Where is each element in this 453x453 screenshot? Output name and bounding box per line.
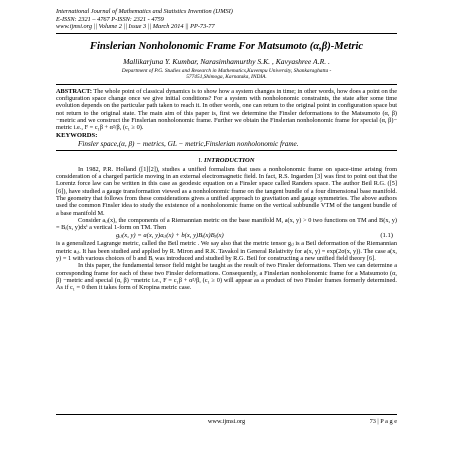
journal-name: International Journal of Mathematics and Statistics Invention (IJMSI) bbox=[56, 8, 233, 15]
abstract-label: ABSTRACT: bbox=[56, 87, 92, 95]
intro-paragraph-1: In 1982, P.R. Holland ([1][2]), studies a unified formalism that uses a nonholonomic frame on space-time arising from consideration of a charged particle moving in an external electromagnetic field. In fact, R.S. Ingarden [3] was first to point out that the Lorentz force law can be written in this case as geodesic equation on a Finsler space called Randers space. The author Beil R.G. ([5][6]), have studied a gauge transformation viewed as a nonholonomic frame on the tangent bundle of a four dimensional base manifold. The geometry that follows from these considerations gives a unified approach to gravitation and gauge symmetries. The above authors used the common Finsler idea to study the existence of a nonholonomic frame on the vertical subbundle VTM of the tangent bundle of a base manifold M. bbox=[56, 165, 397, 217]
section-number: I. bbox=[198, 156, 203, 164]
abstract-box bbox=[56, 84, 397, 151]
keywords-label: KEYWORDS: bbox=[56, 131, 98, 139]
journal-issn: E-ISSN: 2321 – 4767 P-ISSN: 2321 - 4759 bbox=[56, 15, 164, 23]
intro-paragraph-3: is a generalized Lagrange metric, called the Beil metric . We say also that the metric tensor gᵢⱼ is a Beil deformation of the Riemannian metric aᵢⱼ. It has been studied and applied by R. Miron and R.K. Tavakol in General Relativity for a(x, y) = exp(2σ(x, y)). The case a(x, y) = 1 with various choices of b and Bᵢ was introduced and studied by R.G. Beil for constructing a new unified field theory [6]. bbox=[56, 240, 397, 262]
journal-header bbox=[56, 8, 397, 31]
section-title: INTRODUCTION bbox=[203, 156, 255, 164]
equation-text: gᵢⱼ(x, y) = a(x, y)aᵢⱼ(x) + b(x, y)Bᵢ(x)Bⱼ(x) bbox=[116, 231, 224, 239]
intro-paragraph-2: Consider aᵢⱼ(x), the components of a Riemannian metric on the base manifold M, a(x, y) > 0 two functions on TM and B(x, y) = Bᵢ(x, y)dxⁱ a vertical 1-form on TM. Then bbox=[56, 217, 397, 232]
footer-url[interactable]: www.ijmsi.org bbox=[207, 418, 246, 425]
page-footer bbox=[56, 414, 397, 426]
affiliation-line-1: Department of P.G. Studies and Research in Mathematics,Kuvempu University, Shankaraghatta - bbox=[121, 67, 332, 74]
paper-authors: Mallikarjuna Y. Kumbar, Narasimhamurthy S.K. , Kavyashree A.R. . bbox=[123, 56, 330, 66]
equation-number: (1.1) bbox=[380, 231, 393, 239]
footer-page-number: 73 | P a g e bbox=[369, 418, 397, 425]
intro-paragraph-4: In this paper, the fundamental tensor field might be taught as the result of two Finsler deformations. Then we can determine a corresponding frame for each of these two Finsler deformations. Consequently, a Finslerian nonholonomic frame for a Matsumoto (α, β) −metric and special (α, β) −metric i.e., F = c₁β + α²/β, (c₁ ≥ 0) will appear as a product of two Finsler frames formerly determined. As if c₁ = 0 then it takes form of Kropina metric case. bbox=[56, 262, 397, 292]
section-heading bbox=[56, 157, 397, 165]
affiliation-line-2: 577451,Shimoga, Karnataka, INDIA. bbox=[186, 74, 267, 81]
header-rule bbox=[56, 33, 397, 34]
paper-affiliation bbox=[56, 68, 397, 81]
abstract-text: The whole point of classical dynamics is to show how a system changes in time; in other words, how does a point on the configuration space change once we give initial conditions? For a system with nonholonomic constraints, the state after some time evolution depends on the particular path taken to reach it. In other words, one can return to the original point in configuration space but not return to the original state. The main aim of this paper is, first we determine the Finsler deformations to the Matsumoto (α, β) −metric and we construct the Finslerian nonholonomic frame. Further we obtain the Finslerian nonholonomic frame for special (α, β)− metric i.e., F = c₁β + α²/β, (c₁ ≥ 0). bbox=[56, 87, 397, 132]
paper-title: Finslerian Nonholonomic Frame For Matsumoto (α,β)-Metric bbox=[89, 40, 364, 52]
journal-volume: www.ijmsi.org || Volume 2 || Issue 3 || March 2014 || PP-73-77 bbox=[56, 23, 215, 31]
abstract bbox=[56, 88, 397, 132]
equation-1-1 bbox=[56, 232, 397, 241]
keywords-text: Finsler space,(α, β) − metrics, GL − metric,Finslerian nonholonomic frame. bbox=[78, 139, 299, 148]
